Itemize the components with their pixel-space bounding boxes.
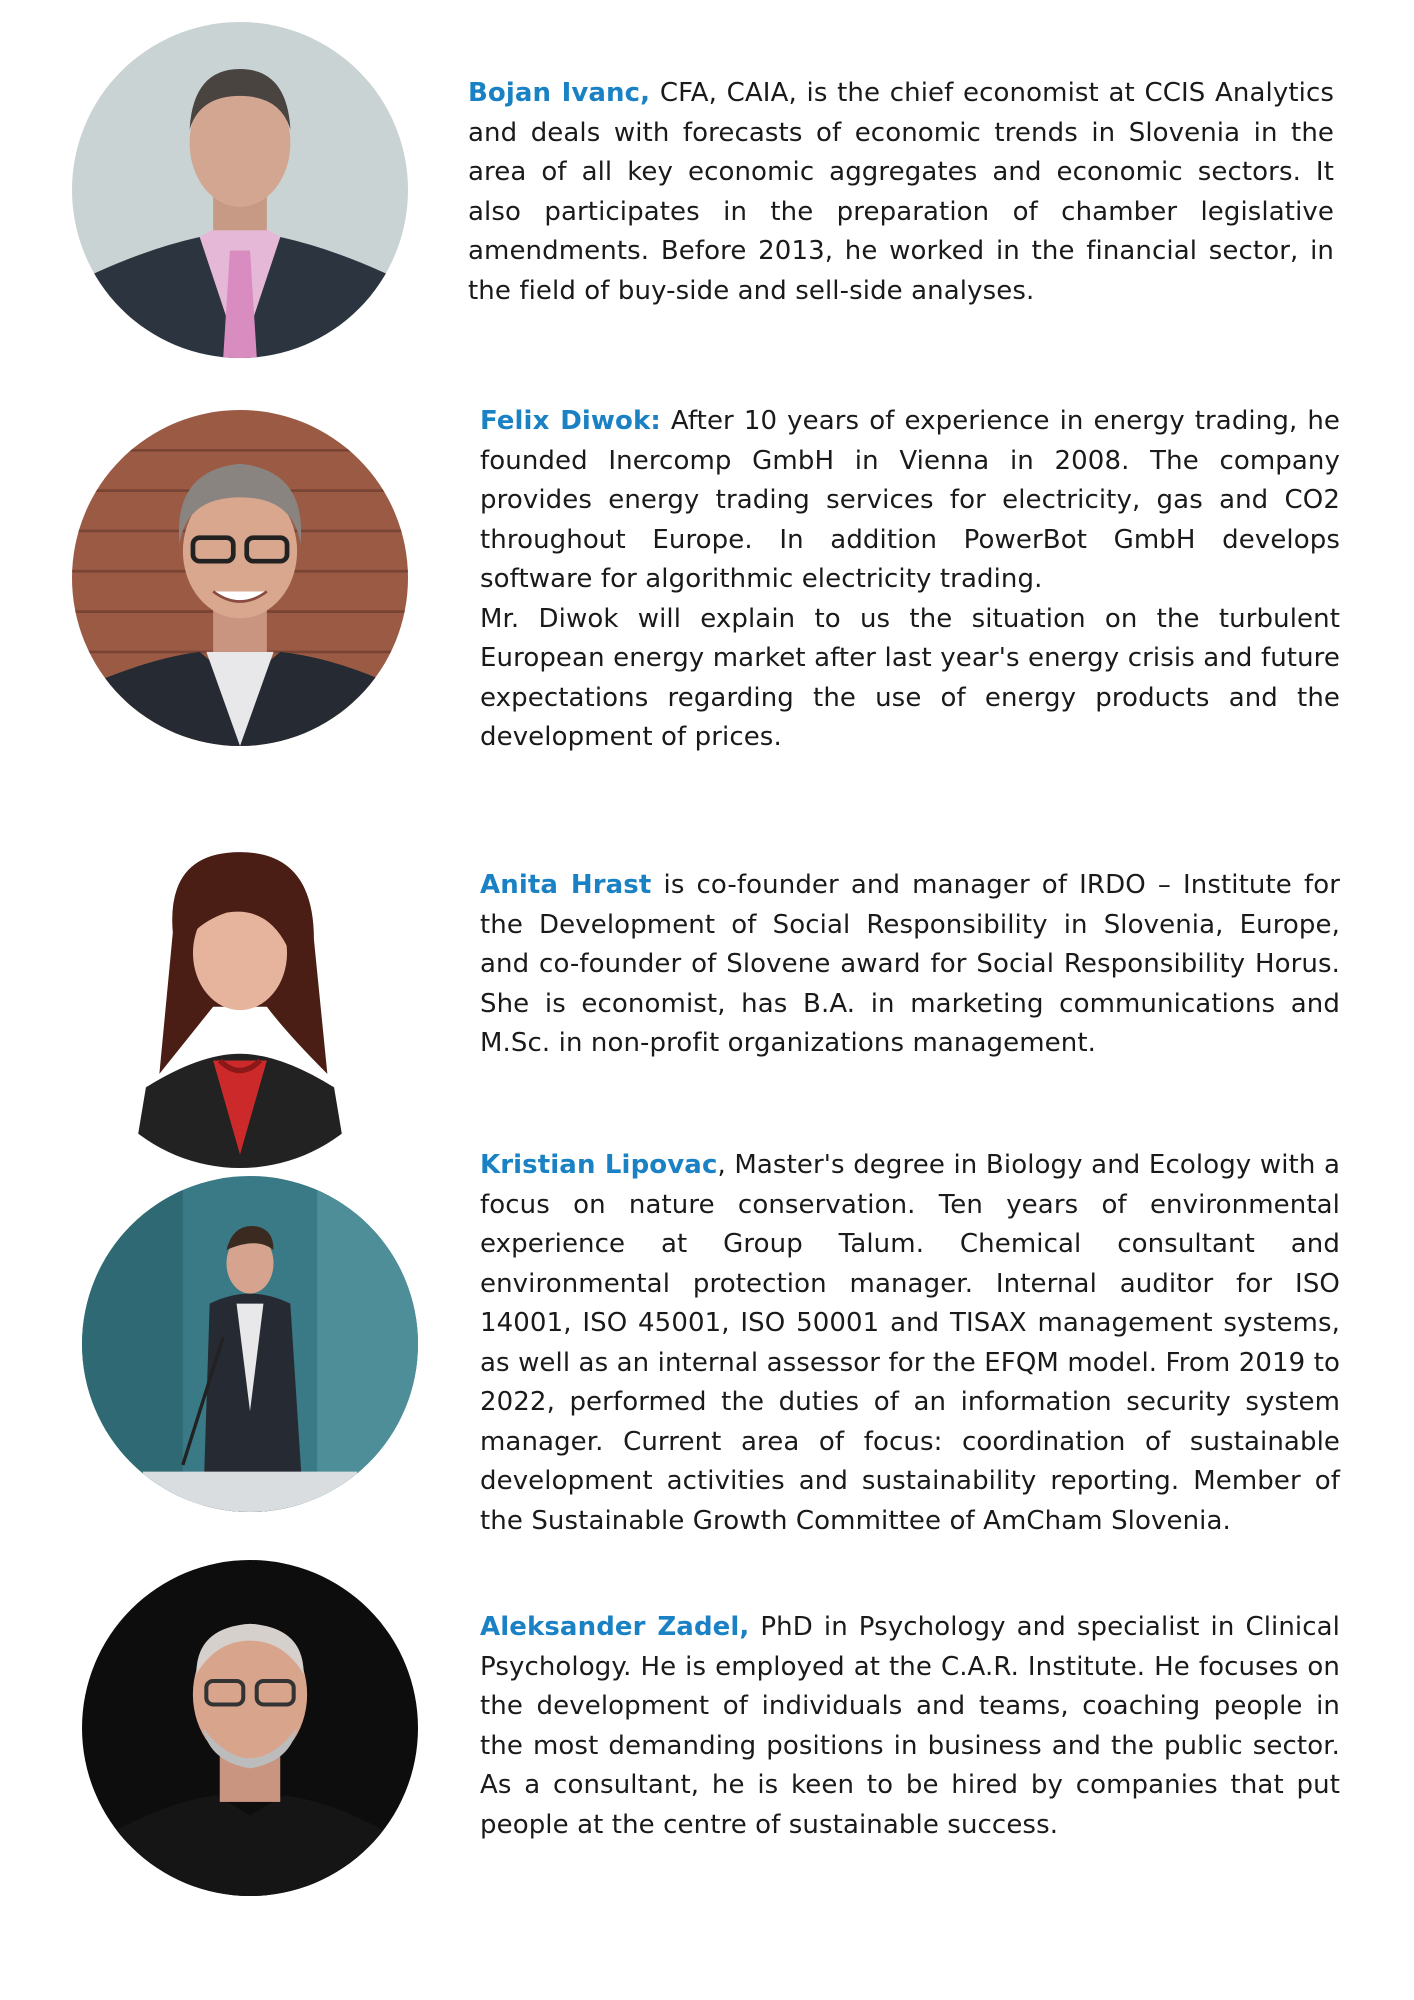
speaker-name: Anita Hrast — [480, 870, 652, 900]
portrait-photo — [82, 1176, 418, 1512]
portrait-photo — [82, 1560, 418, 1896]
speaker-name: Bojan Ivanc, — [468, 78, 651, 108]
portrait-photo — [72, 410, 408, 746]
portrait-photo — [72, 832, 408, 1168]
speaker-bio — [468, 74, 1334, 311]
speaker-bio-text: PhD in Psychology and specialist in Clinical Psychology. He is employed at the C.A.R. Institute. He focuses on the development of individuals and teams, coaching people in the most demanding positions in business and the public sector. As a consultant, he is keen to be hired by companies that put people at the centre of sustainable success. — [480, 1612, 1340, 1840]
speaker-name: Kristian Lipovac — [480, 1150, 718, 1180]
speaker-bio-text: After 10 years of experience in energy trading, he founded Inercomp GmbH in Vienna in 2008. The company provides energy trading services for electricity, gas and CO2 throughout Europe. In addition PowerBot GmbH develops software for algorithmic electricity trading. — [480, 406, 1340, 594]
portrait-photo — [72, 22, 408, 358]
speaker-bio — [480, 402, 1340, 758]
speaker-bio — [480, 1146, 1340, 1541]
speaker-bio-text: CFA, CAIA, is the chief economist at CCIS Analytics and deals with forecasts of economic trends in Slovenia in the area of all key economic aggregates and economic sectors. It also participates in the preparation of chamber legislative amendments. Before 2013, he worked in the financial sector, in the field of buy-side and sell-side analyses. — [468, 78, 1334, 306]
speaker-name: Felix Diwok: — [480, 406, 661, 436]
speaker-bio — [480, 866, 1340, 1064]
speaker-bio-text: is co-founder and manager of IRDO – Institute for the Development of Social Responsibility in Slovenia, Europe, and co-founder of Slovene award for Social Responsibility Horus. She is economist, has B.A. in marketing communications and M.Sc. in non-profit organizations management. — [480, 870, 1341, 1058]
speaker-name: Aleksander Zadel, — [480, 1612, 750, 1642]
speaker-bio-text: , Master's degree in Biology and Ecology with a focus on nature conservation. Ten years of environmental experience at Group Talum. Chemical consultant and environmental protection manager. Internal auditor for ISO 14001, ISO 45001, ISO 50001 and TISAX management systems, as well as an internal assessor for the EFQM model. From 2019 to 2022, performed the duties of an information security system manager. Current area of focus: coordination of sustainable development activities and sustainability reporting. Member of the Sustainable Growth Committee of AmCham Slovenia. — [480, 1150, 1340, 1536]
speaker-bio-text-2: Mr. Diwok will explain to us the situation on the turbulent European energy market after last year's energy crisis and future expectations regarding the use of energy products and the development of prices. — [480, 603, 1340, 752]
speaker-bio — [480, 1608, 1340, 1845]
